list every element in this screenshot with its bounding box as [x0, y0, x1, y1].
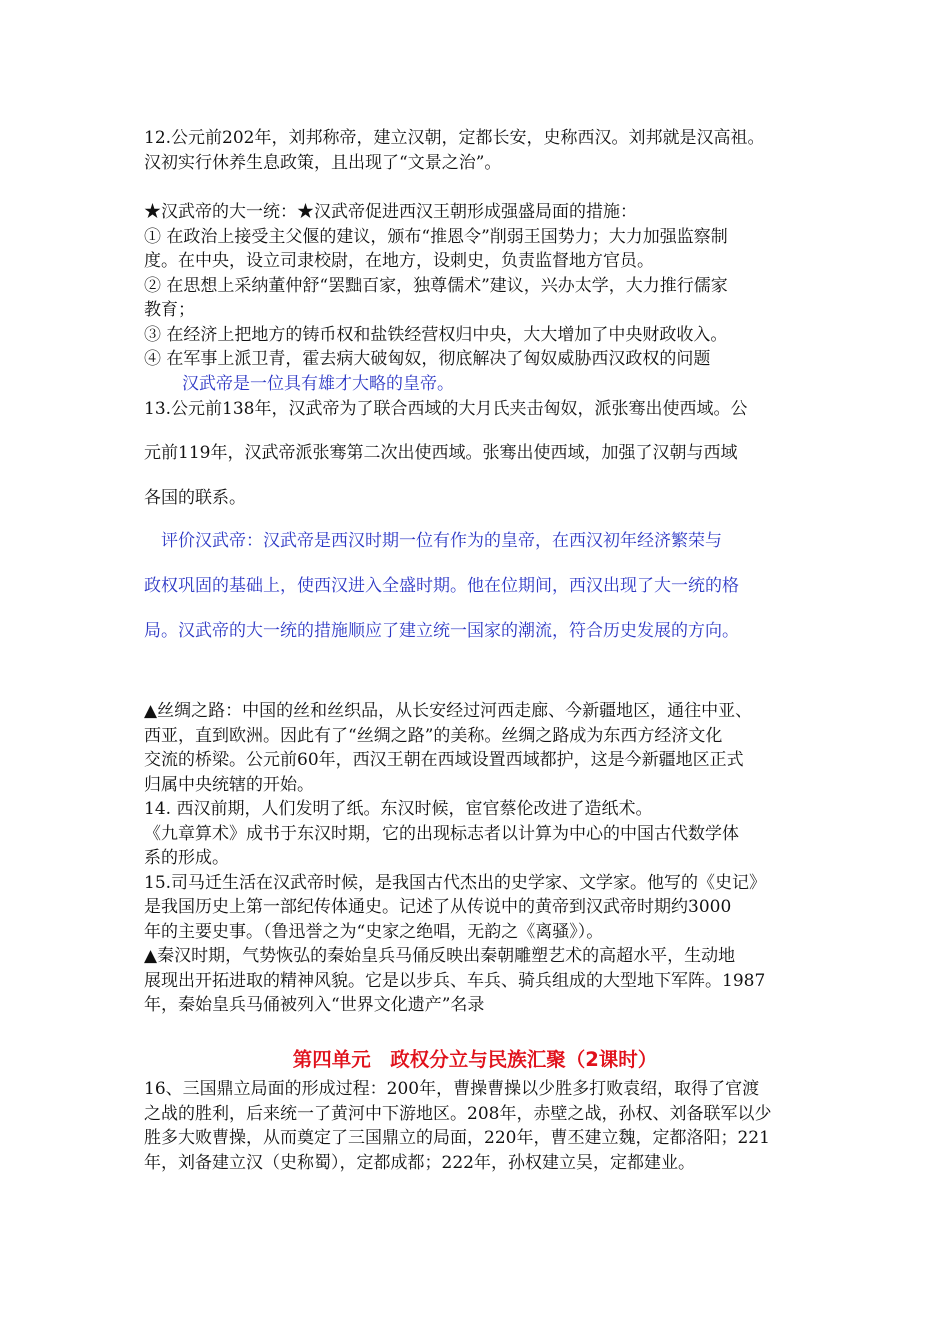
text-line: 年，秦始皇兵马俑被列入“世界文化遗产”名录 — [144, 995, 485, 1015]
text-line: 13.公元前138年，汉武帝为了联合西域的大月氏夹击匈奴，派张骞出使西域。公 — [144, 399, 748, 419]
text-line: 年的主要史事。（鲁迅誉之为“史家之绝唱，无韵之《离骚》）。 — [144, 921, 604, 942]
text-line: 教育； — [144, 300, 195, 320]
text-line: 交流的桥梁。公元前60年，西汉王朝在西域设置西域都护，这是今新疆地区正式 — [144, 750, 744, 770]
text-line: ① 在政治上接受主父偃的建议，颁布“推恩令”削弱王国势力；大力加强监察制 — [144, 226, 728, 247]
text-line: ▲丝绸之路：中国的丝和丝织品，从长安经过河西走廊、今新疆地区，通往中亚、 — [144, 701, 753, 721]
text-line: ④ 在军事上派卫青，霍去病大破匈奴，彻底解决了匈奴威胁西汉政权的问题 — [144, 349, 711, 369]
text-line: 局。汉武帝的大一统的措施顺应了建立统一国家的潮流，符合历史发展的方向。 — [144, 621, 739, 641]
paragraph-lower-sections — [144, 699, 810, 1018]
text-line: 系的形成。 — [144, 848, 229, 868]
paragraph-section-13 — [144, 431, 810, 521]
text-line: 汉初实行休养生息政策，且出现了“文景之治”。 — [144, 152, 502, 173]
paragraph-section-12 — [144, 126, 810, 175]
paragraph-section-16 — [144, 1077, 810, 1175]
text-line: 15.司马迁生活在汉武帝时候，是我国古代杰出的史学家、文学家。他写的《史记》 — [144, 872, 767, 893]
text-line: 12.公元前202年，刘邦称帝，建立汉朝，定都长安，史称西汉。刘邦就是汉高祖。 — [144, 128, 765, 148]
text-line: 政权巩固的基础上，使西汉进入全盛时期。他在位期间，西汉出现了大一统的格 — [144, 576, 739, 596]
text-line: 各国的联系。 — [144, 488, 246, 508]
text-line: 西亚，直到欧洲。因此有了“丝绸之路”的美称。丝绸之路成为东西方经济文化 — [144, 725, 723, 746]
text-line: ③ 在经济上把地方的铸币权和盐铁经营权归中央，大大增加了中央财政收入。 — [144, 324, 728, 345]
text-line: 归属中央统辖的开始。 — [144, 774, 314, 795]
text-line: 是我国历史上第一部纪传体通史。记述了从传说中的黄帝到汉武帝时期约3000 — [144, 897, 732, 917]
text-line: 16、三国鼎立局面的形成过程：200年，曹操曹操以少胜多打败袁绍，取得了官渡 — [144, 1079, 760, 1099]
text-line: 14. 西汉前期，人们发明了纸。东汉时候，宦官蔡伦改进了造纸术。 — [144, 799, 653, 819]
text-line: 评价汉武帝：汉武帝是西汉时期一位有作为的皇帝，在西汉初年经济繁荣与 — [144, 531, 722, 551]
text-line: 元前119年，汉武帝派张骞第二次出使西域。张骞出使西域，加强了汉朝与西域 — [144, 443, 738, 463]
section-13-first-line — [144, 397, 810, 422]
text-line: 年，刘备建立汉（史称蜀），定都成都；222年，孙权建立吴，定都建业。 — [144, 1152, 695, 1173]
text-line: 度。在中央，设立司隶校尉，在地方，设刺史，负责监督地方官员。 — [144, 251, 654, 271]
wudi-note: 汉武帝是一位具有雄才大略的皇帝。 — [182, 373, 454, 394]
text-line: 之战的胜利，后来统一了黄河中下游地区。208年，赤壁之战，孙权、刘备联军以少 — [144, 1103, 772, 1124]
paragraph-wudi-measures — [144, 200, 810, 396]
unit-title: 第四单元 政权分立与民族汇聚（2课时） — [292, 1048, 658, 1071]
text-line: ② 在思想上采纳董仲舒“罢黜百家，独尊儒术”建议，兴办太学，大力推行儒家 — [144, 275, 728, 296]
text-line: 《九章算术》成书于东汉时期，它的出现标志者以计算为中心的中国古代数学体 — [144, 823, 739, 844]
text-line: ▲秦汉时期，气势恢弘的秦始皇兵马俑反映出秦朝雕塑艺术的高超水平，生动地 — [144, 946, 736, 966]
text-line: 展现出开拓进取的精神风貌。它是以步兵、车兵、骑兵组成的大型地下军阵。1987 — [144, 970, 766, 991]
text-line: 胜多大败曹操，从而奠定了三国鼎立的局面，220年，曹丕建立魏，定都洛阳；221 — [144, 1128, 770, 1148]
paragraph-evaluation — [144, 519, 810, 654]
text-line: ★汉武帝的大一统：★汉武帝促进西汉王朝形成强盛局面的措施： — [144, 202, 637, 222]
